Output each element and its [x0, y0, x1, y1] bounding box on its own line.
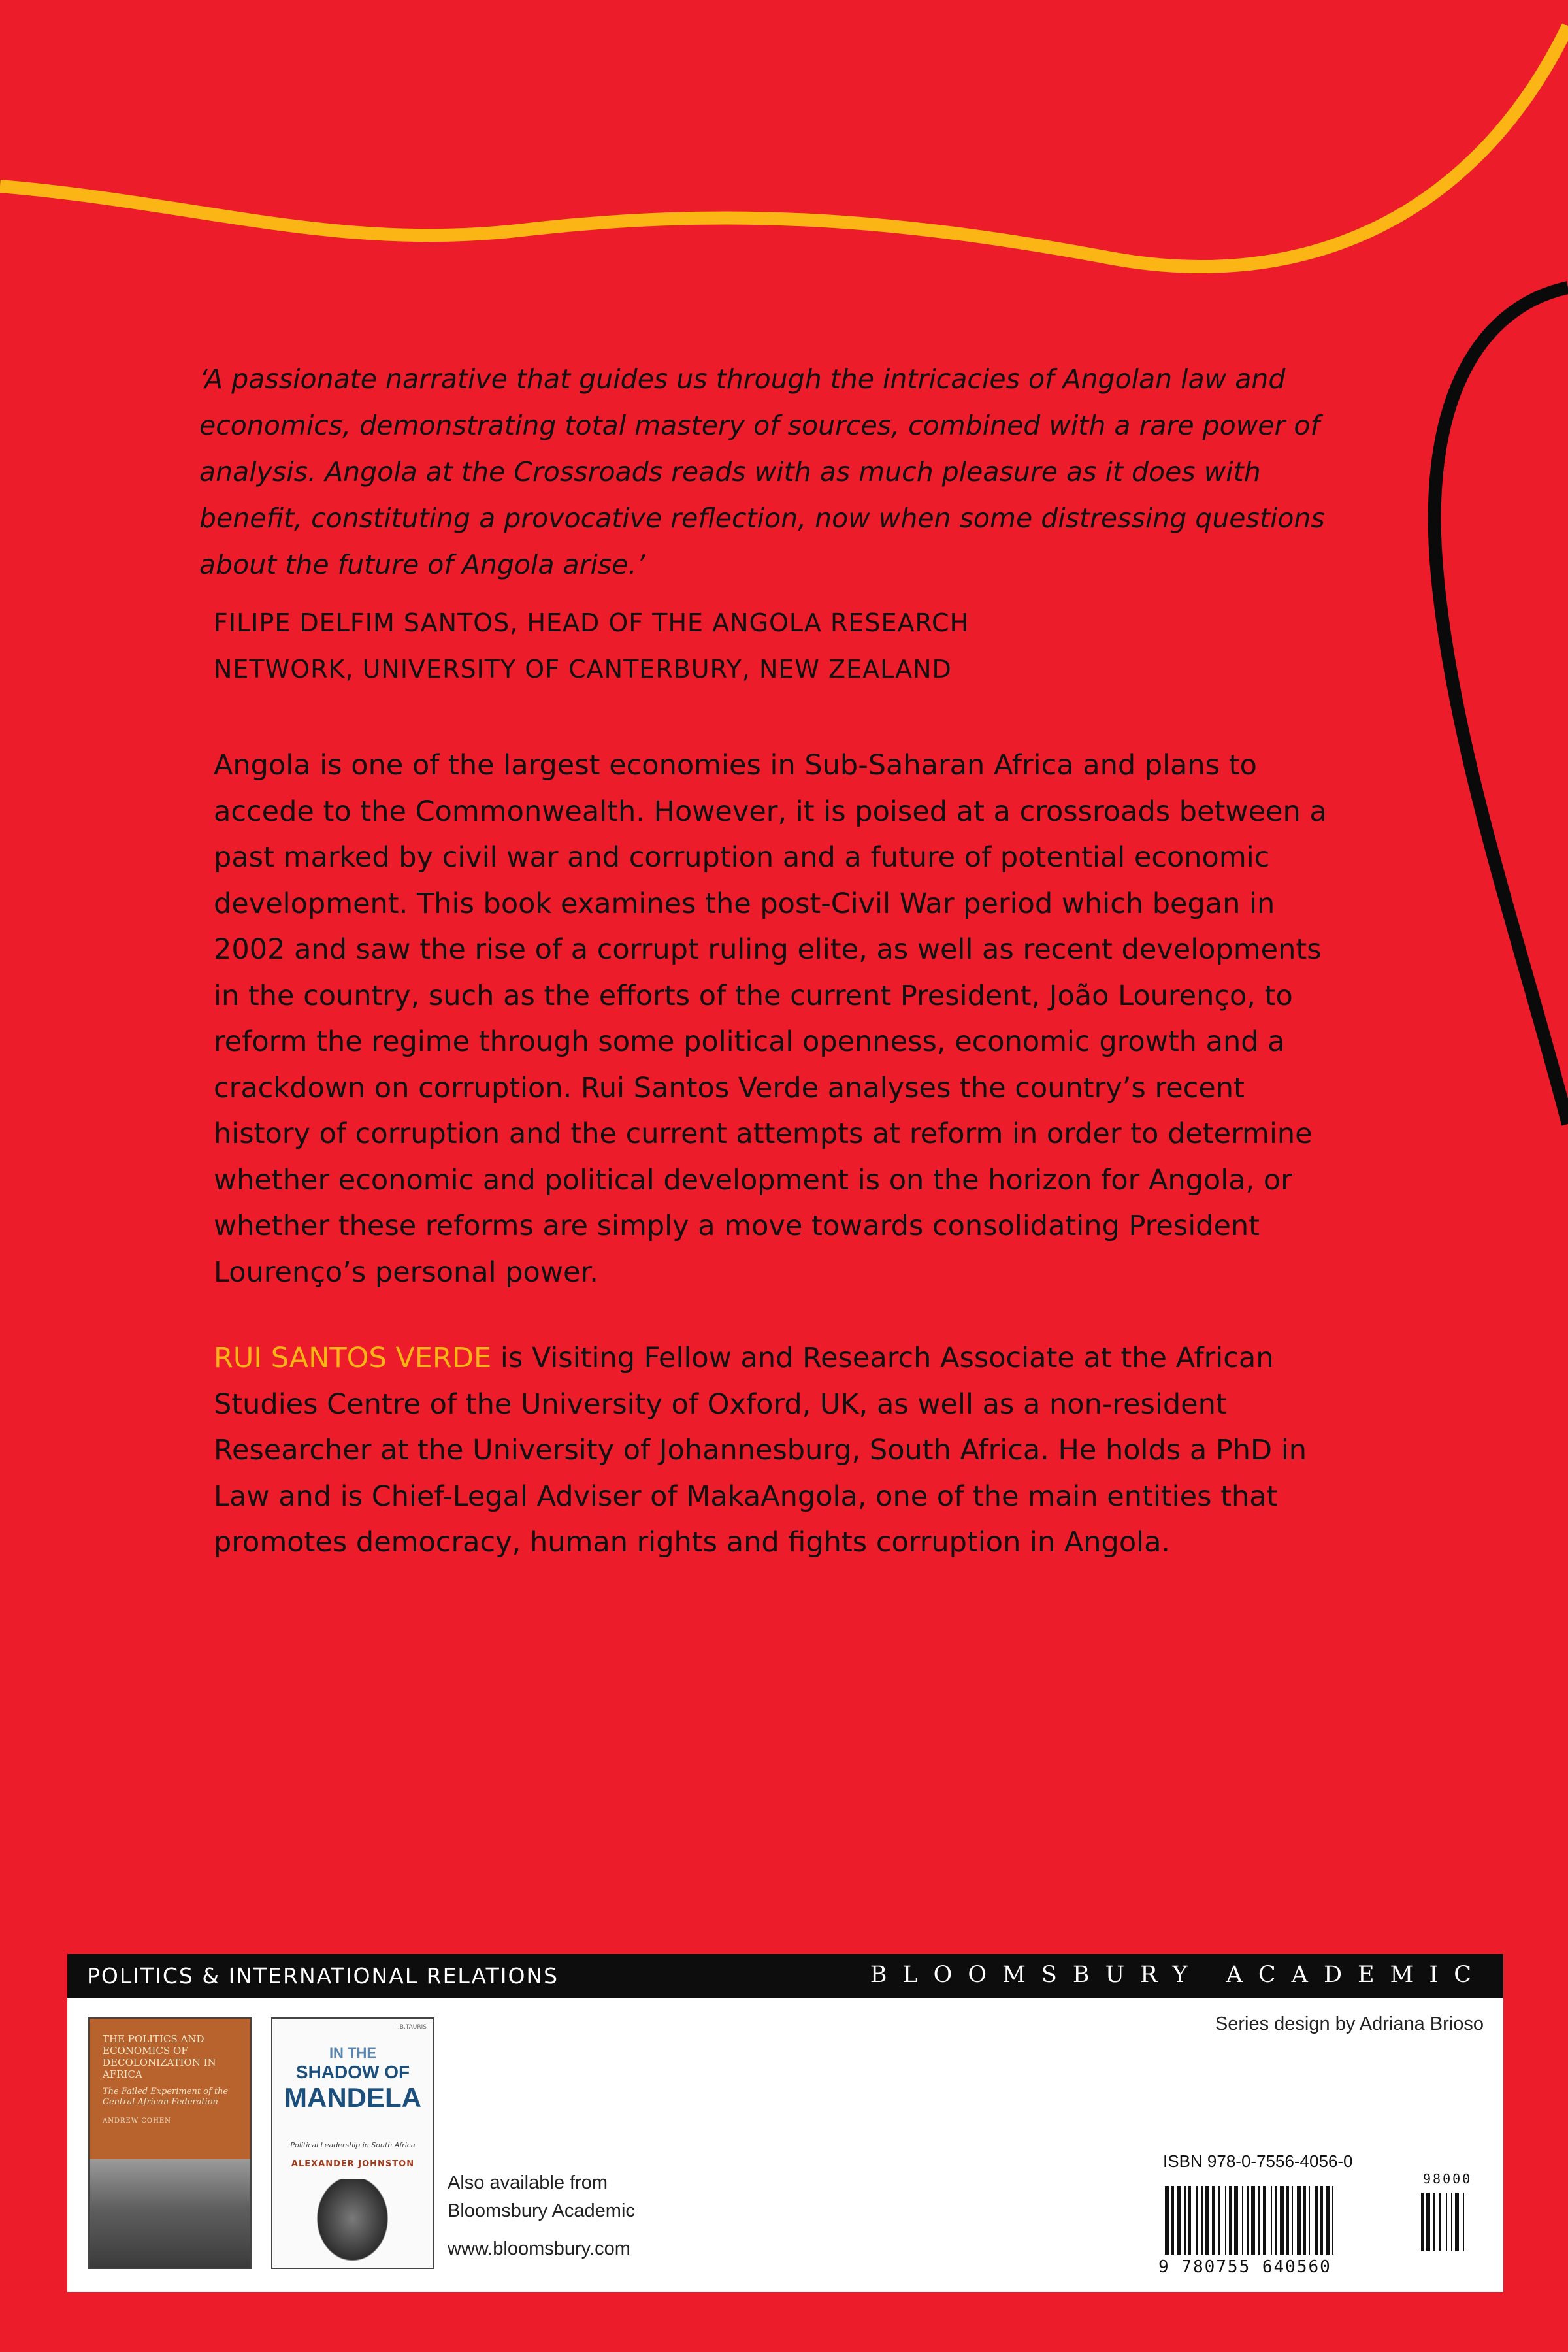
isbn: ISBN 978-0-7556-4056-0	[1163, 2151, 1353, 2171]
barcode-bar	[1212, 2186, 1215, 2255]
barcode-bar	[1263, 2186, 1266, 2255]
barcode-bar	[1234, 2186, 1238, 2255]
author-bio	[214, 1335, 1337, 1566]
related-book-cover-1	[88, 2017, 252, 2269]
related-book-cover-2	[271, 2017, 434, 2269]
black-curve	[1435, 288, 1568, 1124]
book2-subtitle: Political Leadership in South Africa	[290, 2141, 416, 2149]
barcode-bar	[1251, 2186, 1255, 2255]
book2-publisher-mark: I.B.TAURIS	[396, 2024, 427, 2030]
barcode-bar	[1332, 2186, 1333, 2255]
quote-attribution	[214, 600, 1259, 693]
book2-portrait	[312, 2179, 393, 2267]
barcode-bar	[1165, 2186, 1169, 2255]
author-name: RUI SANTOS VERDE	[214, 1342, 492, 1374]
barcode-bar	[1315, 2186, 1318, 2255]
barcode-bar	[1258, 2186, 1260, 2255]
price-barcode-bar	[1426, 2193, 1430, 2251]
book2-title-line-3: MANDELA	[284, 2082, 421, 2113]
price-barcode-bar	[1439, 2193, 1441, 2251]
author-bio-text: is Visiting Fellow and Research Associate at the African Studies Centre of the University of Oxford, UK, as well as a non-resident Researcher at the University of Johannesburg, South Africa. He holds a PhD in Law and is Chief-Legal Adviser of MakaAngola, one of the main entities that promotes democracy, human rights and fights corruption in Angola.	[214, 1342, 1307, 1559]
book2-title-line-1: IN THE	[329, 2045, 377, 2061]
series-label: POLITICS & INTERNATIONAL RELATIONS	[87, 1963, 559, 1989]
series-design-credit: Series design by Adriana Brioso	[1215, 2013, 1484, 2034]
barcode-bar	[1280, 2186, 1284, 2255]
book-description: Angola is one of the largest economies in Sub-Saharan Africa and plans to accede to the Commonwealth. However, it is poised at a crossroads between a past marked by civil war and corruption and a future of potential economic development. This book examines the post-Civil War period which began in 2002 and saw the rise of a corrupt ruling elite, as well as recent developments in the country, such as the efforts of the current President, João Lourenço, to reform the regime through some political openness, economic growth and a crackdown on corruption. Rui Santos Verde analyses the country’s recent history of corruption and the current attempts at reform in order to determine whether economic and political development is on the horizon for Angola, or whether these reforms are simply a move towards consolidating President Lourenço’s personal power.	[214, 749, 1327, 1289]
barcode-bar	[1177, 2186, 1181, 2255]
barcode-bar	[1229, 2186, 1232, 2255]
price-barcode-bar	[1446, 2193, 1447, 2251]
barcode-bar	[1201, 2186, 1203, 2255]
barcode-bar	[1326, 2186, 1330, 2255]
book1-text	[103, 2033, 243, 2127]
barcode-bar	[1242, 2186, 1243, 2255]
barcode-bar	[1271, 2186, 1272, 2255]
barcode-bar	[1188, 2186, 1191, 2255]
also-available-line-2: Bloomsbury Academic	[448, 2200, 635, 2221]
publisher-url: www.bloomsbury.com	[448, 2238, 630, 2259]
price-barcode-bar	[1463, 2193, 1464, 2251]
barcode-bar	[1171, 2186, 1174, 2255]
barcode-bar	[1286, 2186, 1289, 2255]
book2-title	[272, 2045, 433, 2113]
also-available	[448, 2169, 635, 2225]
series-bar	[67, 1954, 1503, 1998]
attribution-line-1: FILIPE DELFIM SANTOS, HEAD OF THE ANGOLA RESEARCH	[214, 608, 970, 637]
barcode-bar	[1225, 2186, 1226, 2255]
book2-title-line-2: SHADOW OF	[295, 2062, 410, 2082]
barcode-digits: 9 780755 640560	[1158, 2257, 1331, 2277]
barcode-bar	[1247, 2186, 1249, 2255]
price-barcode-bar	[1451, 2193, 1452, 2251]
book1-title: THE POLITICS AND ECONOMICS OF DECOLONIZATION IN AFRICA	[103, 2033, 216, 2080]
also-available-line-1: Also available from	[448, 2172, 608, 2193]
barcode-bar	[1320, 2186, 1323, 2255]
barcode-bar	[1218, 2186, 1220, 2255]
price-barcode-bar	[1433, 2193, 1435, 2251]
barcode	[1158, 2173, 1485, 2277]
price-barcode-bar	[1421, 2193, 1424, 2251]
book1-photo	[90, 2159, 252, 2269]
price-barcode-bar	[1455, 2193, 1459, 2251]
barcode-bar	[1309, 2186, 1310, 2255]
book2-author: ALEXANDER JOHNSTON	[291, 2159, 415, 2169]
barcode-bar	[1292, 2186, 1293, 2255]
review-quote: ‘A passionate narrative that guides us through the intricacies of Angolan law and economics, demonstrating total mastery of sources, combined with a rare power of analysis. Angola at the Crossroads reads with as much pleasure as it does with benefit, constituting a provocative reflection, now when some distressing questions about the future of Angola arise.’	[199, 363, 1325, 580]
yellow-curve	[0, 26, 1568, 267]
barcode-bar	[1184, 2186, 1186, 2255]
publisher-label: BLOOMSBURY ACADEMIC	[870, 1962, 1487, 1988]
barcode-bar	[1275, 2186, 1277, 2255]
book1-subtitle: The Failed Experiment of the Central African Federation	[103, 2087, 229, 2107]
barcode-bar	[1303, 2186, 1306, 2255]
price-code: 98000	[1423, 2173, 1473, 2187]
book1-author: ANDREW COHEN	[103, 2117, 171, 2125]
barcode-bar	[1205, 2186, 1209, 2255]
footer-panel	[67, 1998, 1503, 2292]
attribution-line-2: NETWORK, UNIVERSITY OF CANTERBURY, NEW ZEALAND	[214, 655, 952, 684]
barcode-bar	[1196, 2186, 1198, 2255]
barcode-bar	[1297, 2186, 1301, 2255]
